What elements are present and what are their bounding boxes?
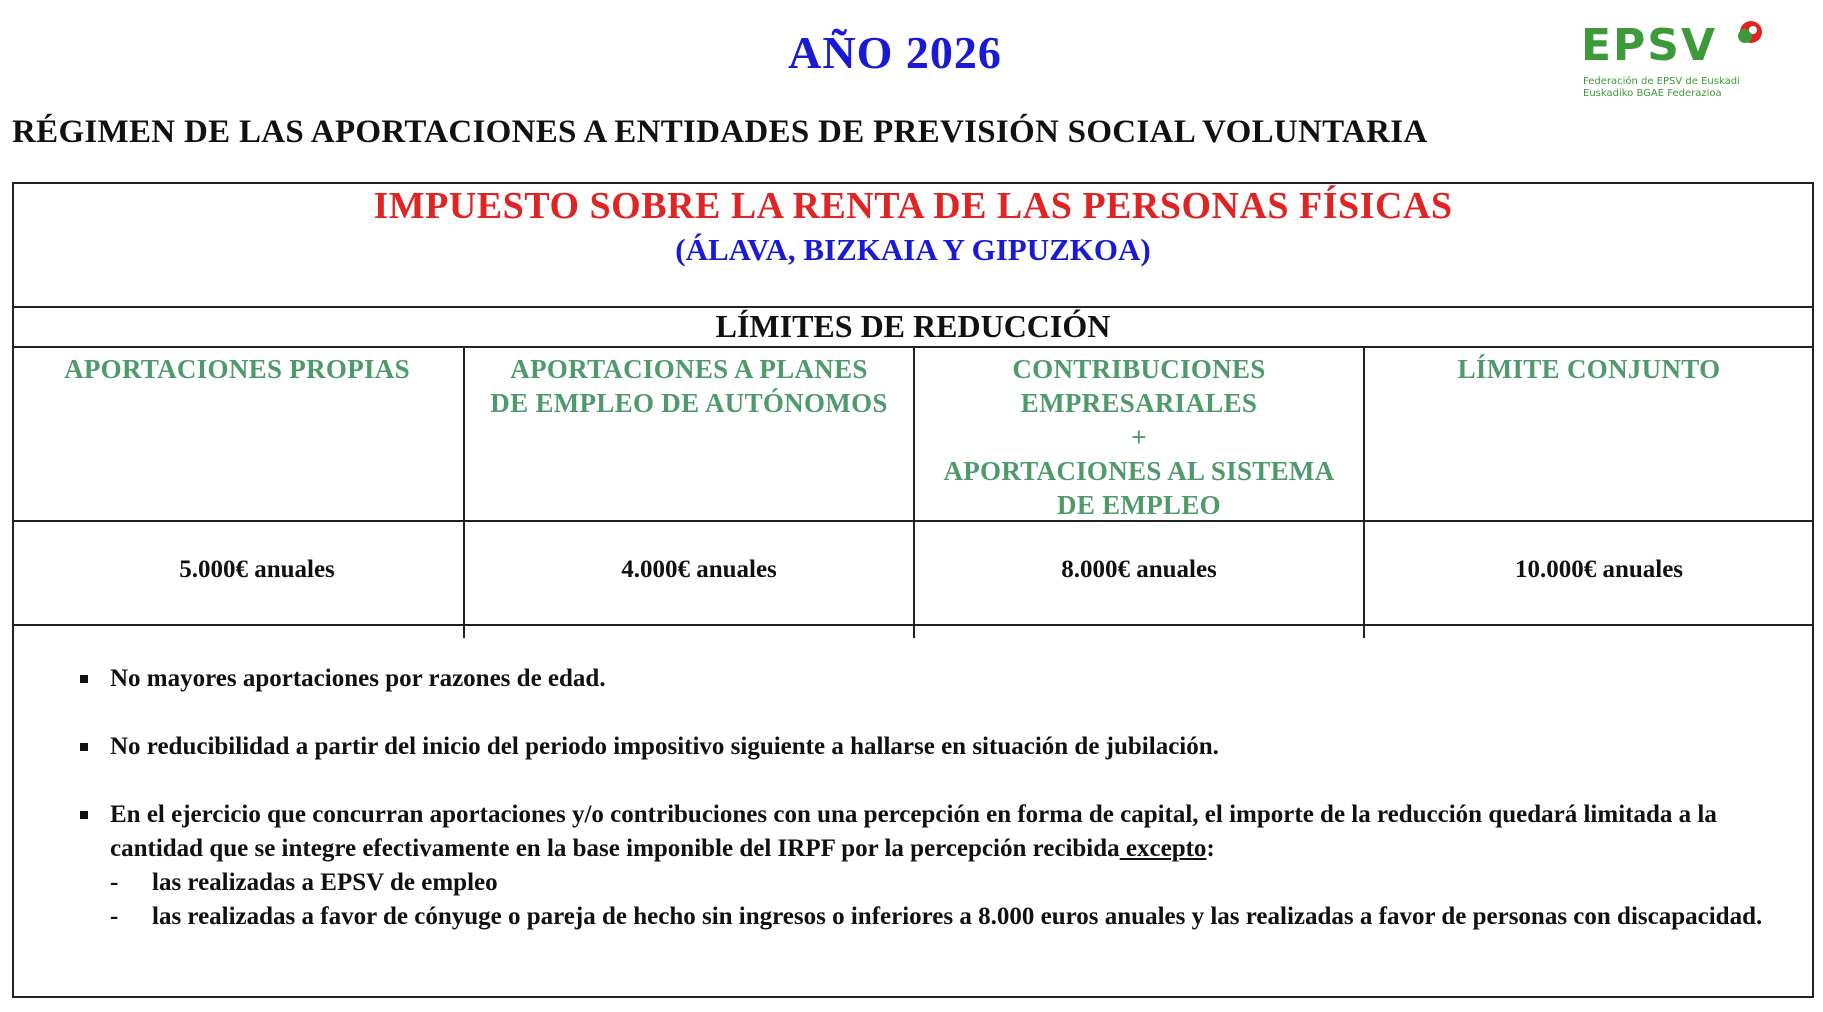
dash-bullet: -: [110, 903, 119, 930]
logo-wordmark: EPSV: [1581, 20, 1718, 71]
exceptions-list: [110, 866, 1768, 934]
column-header-limite-conjunto: LÍMITE CONJUNTO: [1457, 354, 1721, 384]
table-divider: [14, 624, 1812, 626]
logo-caption-es: Federación de EPSV de Euskadi: [1583, 76, 1740, 87]
tax-title: IMPUESTO SOBRE LA RENTA DE LAS PERSONAS FÍSICAS: [373, 185, 1453, 227]
exception-word: excepto: [1119, 835, 1207, 862]
limits-table: [12, 182, 1814, 998]
tax-region: (ÁLAVA, BIZKAIA Y GIPUZKOA): [675, 232, 1151, 267]
square-bullet-icon: [80, 675, 88, 683]
notes-list: [68, 662, 1768, 968]
list-item: No mayores aportaciones por razones de edad.: [68, 662, 1768, 696]
table-divider: [14, 520, 1812, 522]
document-subtitle: RÉGIMEN DE LAS APORTACIONES A ENTIDADES DE PREVISIÓN SOCIAL VOLUNTARIA: [12, 114, 1428, 150]
list-item: En el ejercicio que concurran aportaciones y/o contribuciones con una percepción en forma de capital, el importe de la reducción quedará limitada a la cantidad que se integre efectivamente en la base imponible del IRPF por la percepción recibida excepto: - las realizadas a EPSV de empleo - las realizadas a favor de cónyuge o pareja de hecho sin ingresos o inferiores a 8.000 euros anuales y las realizadas a favor de personas con discapacidad.: [68, 798, 1768, 934]
page-title: AÑO 2026: [788, 27, 1002, 78]
value-limite-conjunto: 10.000€ anuales: [1514, 556, 1684, 583]
epsv-logo: [1581, 16, 1771, 102]
limits-title: LÍMITES DE REDUCCIÓN: [715, 308, 1111, 344]
value-aportaciones-propias: 5.000€ anuales: [179, 556, 335, 583]
list-item: - las realizadas a EPSV de empleo: [110, 866, 1768, 900]
column-divider: [1363, 346, 1365, 638]
list-item: - las realizadas a favor de cónyuge o pareja de hecho sin ingresos o inferiores a 8.000 euros anuales y las realizadas a favor de personas con discapacidad.: [110, 900, 1768, 934]
epsv-logo-mark-icon: [1731, 18, 1771, 50]
column-header-aportaciones-propias: APORTACIONES PROPIAS: [64, 354, 410, 384]
value-planes-autonomos: 4.000€ anuales: [621, 556, 777, 583]
column-header-planes-autonomos: APORTACIONES A PLANES DE EMPLEO DE AUTÓNOMOS: [490, 354, 888, 418]
column-divider: [463, 346, 465, 638]
list-item: No reducibilidad a partir del inicio del periodo impositivo siguiente a hallarse en situación de jubilación.: [68, 730, 1768, 764]
square-bullet-icon: [80, 811, 88, 819]
square-bullet-icon: [80, 743, 88, 751]
logo-caption-eu: Euskadiko BGAE Federazioa: [1583, 88, 1722, 99]
column-divider: [913, 346, 915, 638]
column-header-contribuciones-empresariales: CONTRIBUCIONES EMPRESARIALES + APORTACIONES AL SISTEMA DE EMPLEO: [943, 354, 1335, 520]
dash-bullet: -: [110, 869, 119, 896]
value-contribuciones-empresariales: 8.000€ anuales: [1061, 556, 1217, 583]
